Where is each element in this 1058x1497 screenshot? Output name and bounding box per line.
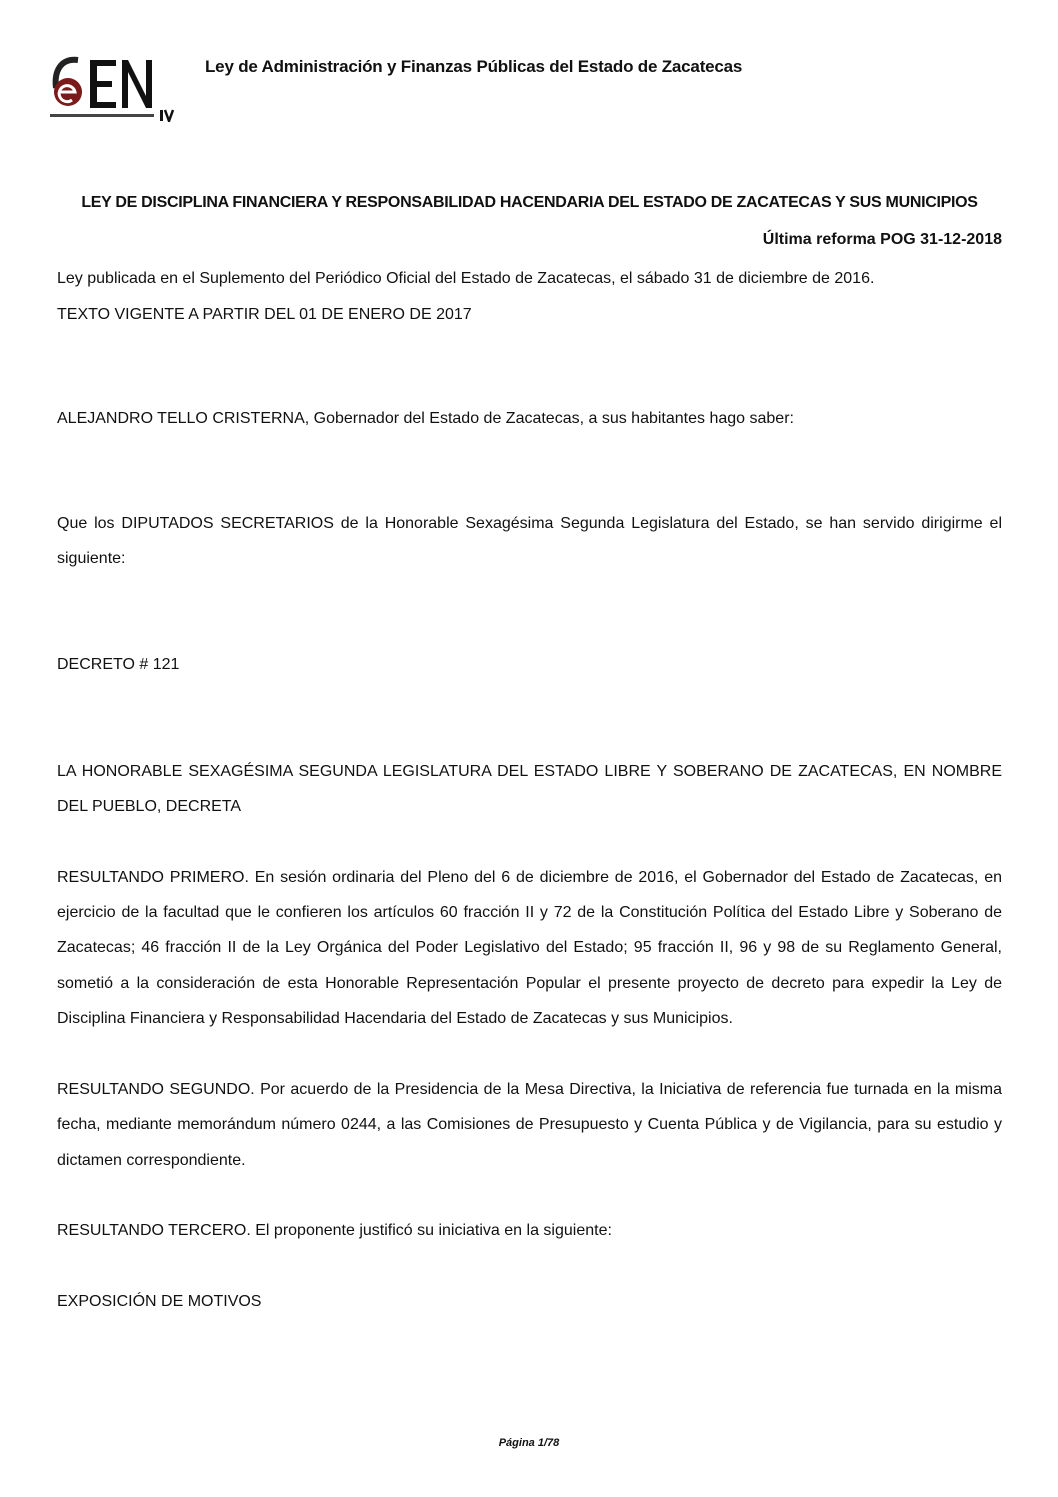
decree-number: DECRETO # 121	[57, 656, 180, 674]
running-header: Ley de Administración y Finanzas Públicas del Estado de Zacatecas	[205, 57, 743, 76]
document-title: LEY DE DISCIPLINA FINANCIERA Y RESPONSABILIDAD HACENDARIA DEL ESTADO DE ZACATECAS Y SUS MUNICIPIOS	[81, 194, 978, 211]
last-reform: Última reforma POG 31-12-2018	[762, 231, 1002, 248]
page-number: Página 1/78	[498, 1437, 560, 1449]
governor-paragraph: ALEJANDRO TELLO CRISTERNA, Gobernador del Estado de Zacatecas, a sus habitantes hago saber:	[57, 410, 794, 428]
sen-logo	[48, 52, 178, 122]
resultando-segundo: RESULTANDO SEGUNDO. Por acuerdo de la Presidencia de la Mesa Directiva, la Iniciativa de referencia fue turnada en la misma fecha, mediante memorándum número 0244, a las Comisiones de Presupuesto y Cuenta Pública y de Vigilancia, para su estudio y dictamen correspondiente.	[57, 1080, 1002, 1169]
section-heading: EXPOSICIÓN DE MOTIVOS	[57, 1293, 262, 1311]
secretaries-paragraph: Que los DIPUTADOS SECRETARIOS de la Honorable Sexagésima Segunda Legislatura del Estado, se han servido dirigirme el siguiente:	[57, 514, 1002, 568]
legislature-paragraph: LA HONORABLE SEXAGÉSIMA SEGUNDA LEGISLATURA DEL ESTADO LIBRE Y SOBERANO DE ZACATECAS, EN NOMBRE DEL PUEBLO, DECRETA	[57, 762, 1002, 816]
in-force-note: TEXTO VIGENTE A PARTIR DEL 01 DE ENERO DE 2017	[57, 305, 472, 323]
publication-note: Ley publicada en el Suplemento del Periódico Oficial del Estado de Zacatecas, el sábado 31 de diciembre de 2016.	[57, 270, 875, 288]
document-body	[57, 186, 1002, 1320]
resultando-primero: RESULTANDO PRIMERO. En sesión ordinaria del Pleno del 6 de diciembre de 2016, el Gobernador del Estado de Zacatecas, en ejercicio de la facultad que le confieren los artículos 60 fracción II y 72 de la Constitución Política del Estado Libre y Soberano de Zacatecas; 46 fracción II de la Ley Orgánica del Poder Legislativo del Estado; 95 fracción II, 96 y 98 de su Reglamento General, sometió a la consideración de esta Honorable Representación Popular el presente proyecto de decreto para expedir la Ley de Disciplina Financiera y Responsabilidad Hacendaria del Estado de Zacatecas y sus Municipios.	[57, 868, 1002, 1028]
resultando-tercero: RESULTANDO TERCERO. El proponente justificó su iniciativa en la siguiente:	[57, 1221, 612, 1239]
